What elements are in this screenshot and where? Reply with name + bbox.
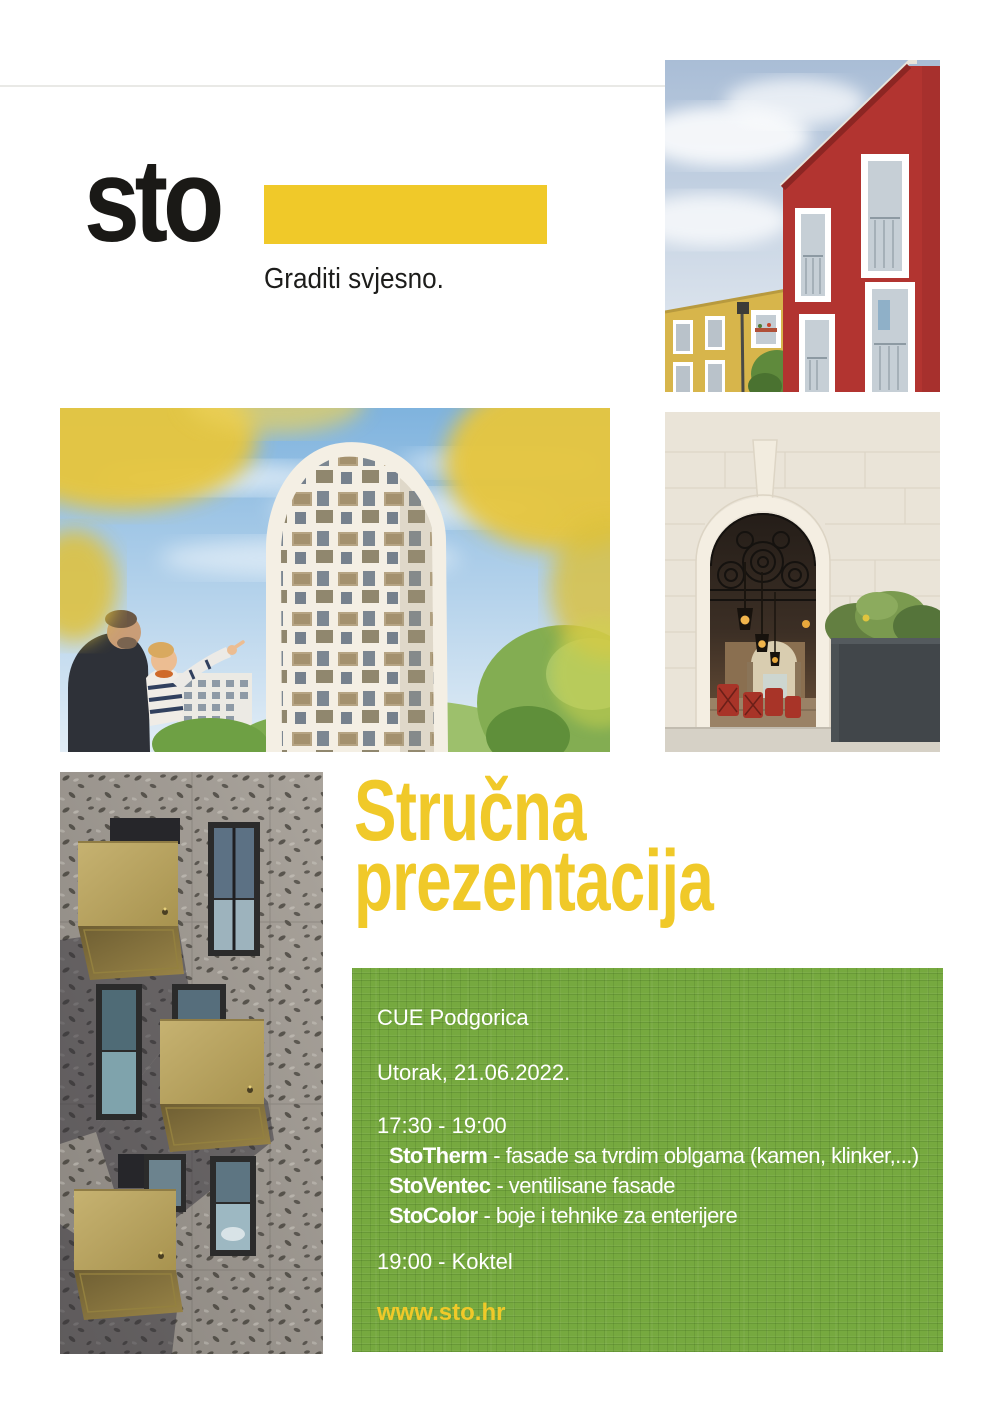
gold-box-top xyxy=(78,842,184,980)
event-session-time: 17:30 - 19:00 xyxy=(377,1113,507,1138)
photo-family-tower xyxy=(60,408,610,752)
photo-arch-entrance-art xyxy=(665,412,940,752)
website-link[interactable]: www.sto.hr xyxy=(377,1299,506,1326)
gold-box-middle xyxy=(160,1020,271,1152)
photo-gold-balconies-art xyxy=(60,772,323,1354)
page-title-line1: Stručna xyxy=(354,763,586,859)
event-venue: CUE Podgorica xyxy=(377,1005,529,1030)
product-stotherm xyxy=(389,1141,943,1171)
event-details-box xyxy=(352,968,943,1352)
sto-logo: sto xyxy=(84,135,220,267)
page-title xyxy=(354,763,713,929)
brand-yellow-bar xyxy=(264,185,547,244)
main-tower xyxy=(266,442,448,752)
header-divider xyxy=(0,85,666,87)
event-date: Utorak, 21.06.2022. xyxy=(377,1060,571,1085)
brand-tagline: Graditi svjesno. xyxy=(264,263,444,295)
photo-gold-balconies xyxy=(60,772,323,1354)
product-stotherm-desc: - fasade sa tvrdim oblgama (kamen, klinker,...) xyxy=(493,1143,919,1168)
product-stoventec-desc: - ventilisane fasade xyxy=(496,1173,675,1198)
product-stocolor-desc: - boje i tehnike za enterijere xyxy=(483,1203,738,1228)
product-stocolor xyxy=(389,1201,943,1231)
photo-colorful-facades-art xyxy=(665,60,940,392)
gold-box-bottom xyxy=(74,1190,183,1320)
event-cocktail: 19:00 - Koktel xyxy=(377,1249,513,1274)
product-stotherm-name: StoTherm xyxy=(389,1143,488,1168)
product-stoventec-name: StoVentec xyxy=(389,1173,491,1198)
planter xyxy=(825,591,940,742)
product-stocolor-name: StoColor xyxy=(389,1203,478,1228)
photo-colorful-facades xyxy=(665,60,940,392)
page-title-line2: prezentacija xyxy=(354,833,713,929)
product-stoventec xyxy=(389,1171,943,1201)
photo-arch-entrance xyxy=(665,412,940,752)
photo-family-tower-art xyxy=(60,408,610,752)
